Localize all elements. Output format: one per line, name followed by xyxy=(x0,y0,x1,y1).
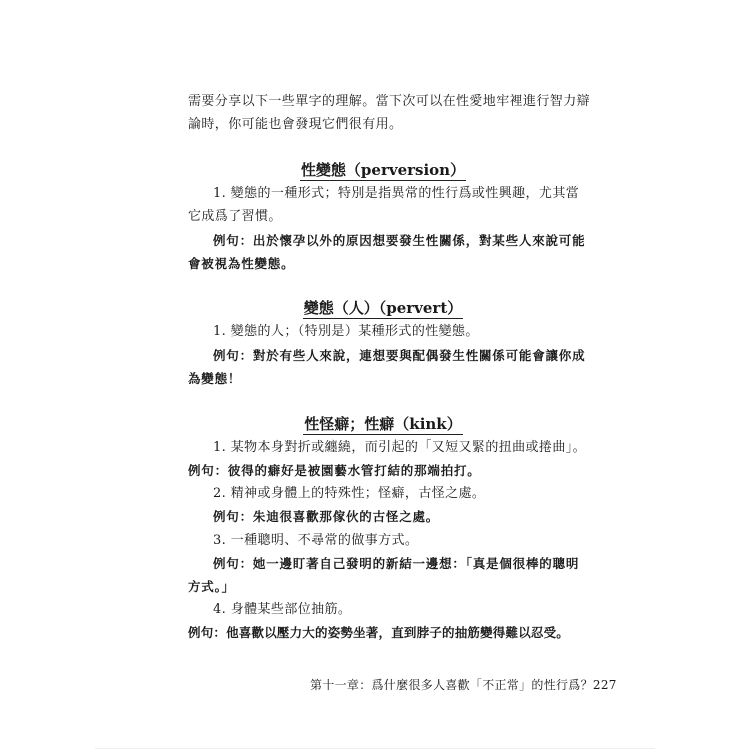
example-sentence: 會被視為性變態。 xyxy=(188,256,295,271)
example-sentence: 例句：朱迪很喜歡那傢伙的古怪之處。 xyxy=(213,509,440,524)
definition-line: 1. 變態的人；（特別是）某種形式的性變態。 xyxy=(213,324,479,339)
definition-line: 1. 某物本身對折或纏繞，而引起的「又短又緊的扭曲或捲曲」。 xyxy=(213,440,587,455)
definition-line: 3. 一種聰明、不尋常的做事方式。 xyxy=(213,533,419,548)
page-number: 227 xyxy=(592,678,617,692)
intro-line: 論時，你可能也會發現它們很有用。 xyxy=(188,117,403,132)
term-heading-pervert: 變態（人）（pervert） xyxy=(303,299,463,317)
definition-line: 4. 身體某些部位抽筋。 xyxy=(213,602,352,617)
definition-line: 1. 變態的一種形式；特別是指異常的性行爲或性興趣，尤其當 xyxy=(213,186,580,201)
intro-line: 需要分享以下一些單字的理解。當下次可以在性愛地牢裡進行智力辯 xyxy=(188,94,591,109)
example-sentence: 例句：她一邊盯著自己發明的新結一邊想：「真是個很棒的聰明 xyxy=(213,556,580,571)
page-footer xyxy=(310,675,617,695)
example-sentence: 例句：出於懷孕以外的原因想要發生性關係，對某些人來說可能 xyxy=(213,233,586,248)
term-heading-perversion: 性變態（perversion） xyxy=(300,161,466,179)
term-heading-kink: 性怪癖；性癖（kink） xyxy=(304,415,462,433)
example-sentence: 為變態！ xyxy=(188,371,242,386)
bottom-divider xyxy=(95,748,655,749)
example-sentence: 例句：彼得的癖好是被園藝水管打結的那端拍打。 xyxy=(188,463,481,478)
example-sentence: 例句：對於有些人來說，連想要與配偶發生性關係可能會讓你成 xyxy=(213,348,586,363)
example-sentence: 方式。」 xyxy=(188,579,235,594)
example-sentence: 例句：他喜歡以壓力大的姿勢坐著，直到脖子的抽筋變得難以忍受。 xyxy=(188,625,570,640)
definition-line: 2. 精神或身體上的特殊性；怪癖，古怪之處。 xyxy=(213,486,486,501)
chapter-title: 第十一章：爲什麼很多人喜歡「不正常」的性行爲？ xyxy=(310,678,593,692)
definition-line: 它成爲了習慣。 xyxy=(188,209,282,224)
